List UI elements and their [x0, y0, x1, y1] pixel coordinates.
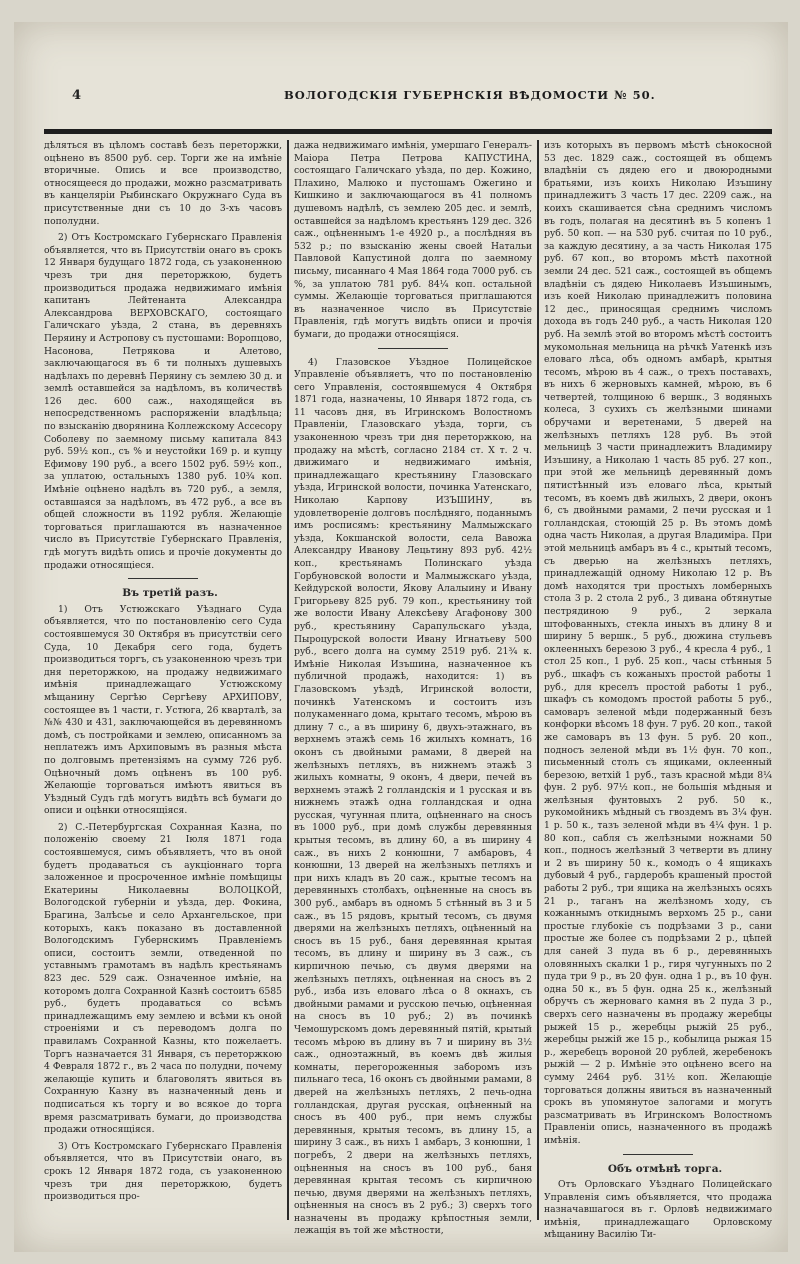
paragraph: 2) С.-Петербургская Сохранная Казна, по положенію своему 21 Іюля 1871 года состоявшемуся, симъ объявляетъ, что въ оной будетъ продаваться съ аукціоннаго торга заложенное и просроченное имѣніе помѣщицы Екатерины Николаевны ВОЛОЦКОЙ, Вологодской губерніи и уѣзда, дер. Фокина, Брагина, Залѣсье и село Архангельское, при которыхъ, какъ показано въ доставленной Вологодскимъ Губернскимъ Правленіемъ описи, состоитъ земли, отведенной по уставнымъ грамотамъ въ надѣлъ крестьянамъ 823 дес. 529 саж. Означенное имѣніе, на которомъ долга Сохранной Казнѣ состоитъ 6585 руб., будетъ продаваться со всѣмъ принадлежащимъ ему землею и всѣми къ оной строеніями и съ переводомъ долга по правиламъ Сохранной Казны, кто пожелаетъ. Торгъ назначается 31 Января, съ переторжкою 4 Февраля 1872 г., въ 2 часа по полудни, почему желающіе купить и благоволятъ явиться въ Сохранную Казну въ назначенный день и подписаться къ торгу и во всякое до торга время разсматривать бумаги, до производства продажи относящіяся. — [44, 821, 282, 1136]
column-3 — [544, 140, 772, 1241]
paragraph: изъ которыхъ въ первомъ мѣстѣ сѣнокосной 53 дес. 1829 саж., состоящей въ общемъ владѣніи съ дядею его и двоюродными братьями, изъ коихъ Николаю Изъшину принадлежитъ 3 часть 17 дес. 2209 саж., на коихъ скашивается сѣна среднимъ числомъ въ годъ, полагая на десятинѣ въ 5 копенъ 1 руб. 50 коп. — на 530 руб. считая по 10 руб., за каждую десятину, а за часть Николая 175 руб. 67 коп., во второмъ мѣстѣ пахотной земли 24 дес. 521 саж., состоящей въ общемъ владѣніи съ дядею Николаевъ Изъшинымъ, изъ коей Николаю принадлежитъ половина 12 дес., приносящая среднимъ числомъ дохода въ годъ 240 руб., а часть Николая 120 руб. На землѣ этой во второмъ мѣстѣ состоитъ мукомольная мельница на рѣчкѣ Уатенкѣ изъ еловаго лѣса, объ одномъ амбарѣ, крытыя тесомъ, мѣрою въ 4 саж., о трехъ поставахъ, въ нихъ 6 жерновыхъ камней, мѣрою, въ 6 четвертей, толщиною 6 вершк., 3 водяныхъ колеса, 3 сухихъ съ желѣзными шинами обручами и веретенами, 5 дверей на желѣзныхъ петляхъ 128 руб. Въ этой мельницѣ 3 части принадлежитъ Владимиру Изъшину, а Николаю 1 часть 85 руб. 27 коп., при этой же мельницѣ деревянный домъ пятистѣнный изъ еловаго лѣса, крытый тесомъ, въ коемъ двѣ жилыхъ, 2 двери, оконъ 6, съ двойными рамами, 2 печи русская и 1 голландская, стоющій 25 р. Въ этомъ домѣ одна часть Николая, а другая Владиміра. При этой мельницѣ амбаръ въ 4 с., крытый тесомъ, съ дверью на желѣзныхъ петляхъ, принадлежащій одному Николаю 12 р. Въ домѣ находятся три простыхъ ломберныхъ стола 3 р. 2 стола 2 руб., 3 дивана обтянутые пестрядиною 9 руб., 2 зеркала штофованныхъ, стекла иныхъ въ длину 8 и ширину 5 вершк., 5 руб., дюжина стульевъ оклеенныхъ березою 3 руб., 4 кресла 4 руб., 1 стол 25 коп., 1 руб. 25 коп., часы стѣнныя 5 руб., шкафъ съ кожаныхъ простой работы 1 руб., для креселъ простой работы 1 руб., шкафъ съ комодомъ простой работы 5 руб., самоваръ зеленой мѣди подержанный безъ конфорки вѣсомъ 18 фун. 7 руб. 20 коп., такой же самоваръ въ 13 фун. 5 руб. 20 коп., подносъ зеленой мѣди въ 1½ фун. 70 коп., письменный столъ съ ящиками, оклеенный березою, ветхій 1 руб., тазъ красной мѣди 8¼ фун. 2 руб. 97½ коп., не большія мѣдныя и желѣзныя фунтовыхъ 2 руб. 50 к., рукомойникъ мѣдный съ гвоздемъ въ 3¼ фун. 1 р. 50 к., тазъ зеленой мѣди въ 4¼ фун. 1 р. 80 коп., сабля съ желѣзными ножнами 50 коп., подносъ желѣзный 3 четверти въ длину и 2 въ ширину 50 к., комодъ о 4 ящикахъ дубовый 4 руб., гардеробъ крашеный простой работы 2 руб., три ящика на желѣзныхъ осяхъ 21 р., таганъ на желѣзномъ ходу, съ кожаннымъ откиднымъ верхомъ 25 р., сани простые глубокіе съ подрѣзами 3 р., сани простые же более съ подрѣзами 2 р., цѣпей для саней 3 пуда въ 6 р., деревянныхъ оловянныхъ скалки 1 р., гиря чугунныхъ по 2 пуда три 9 р., въ 20 фун. одна 1 р., въ 10 фун. одна 50 к., въ 5 фун. одна 25 к., желѣзный обручъ съ жерноваго камня въ 2 пуда 3 р., сверхъ сего назначены въ продажу жеребцы рыжей 15 р., жеребцы рыжій 25 руб., жеребцы рыжій же 15 р., кобылица рыжая 15 р., жеребецъ вороной 20 рублей, жеребенокъ рыжій — 2 р. Имѣніе это оцѣнено всего на сумму 2464 руб. 31½ коп. Желающіе торговаться должны явиться въ назначенный срокъ въ упомянутое залогами и могутъ разсматривать въ Игринскомъ Волостномъ Правленіи опись, назначенного въ продажѣ имѣнія. — [544, 140, 772, 1146]
newspaper-page — [14, 22, 788, 1252]
page-header — [14, 80, 788, 120]
section-divider — [623, 1154, 693, 1155]
paragraph: дѣляться въ цѣломъ составѣ безъ переторжки, оцѣнено въ 8500 руб. сер. Торги же на имѣніе вторичные. Опись и все производство, относящееся до продажи, можно разсматривать въ канцеляріи Рыбинскаго Окружнаго Суда въ присутственные дни съ 10 до 3-хъ часовъ пополудни. — [44, 140, 282, 227]
paragraph: 2) Отъ Костромскаго Губернскаго Правленія объявляется, что въ Присутствіи онаго въ срокъ 12 Января будущаго 1872 года, съ узаконенною чрезъ три дня переторжкою, будетъ производиться продажа недвижимаго имѣнія капитанъ Лейтенанта Александра Александрова ВЕРХОВСКАГО, состоящаго Галичскаго уѣзда, 2 стана, въ деревняхъ Перяину и Астропову съ пустошами: Воропцово, Насонова, Петрякова и Алетово, заключающагося въ 6 ти полныхъ душевыхъ надѣлахъ по деревнѣ Перяину съ землею 30 д. и землѣ оставшейся за надѣломъ, въ количествѣ 126 дес. 600 саж., находящейся въ непосредственномъ распоряженіи владѣльца; по взысканію дворянина Коллежскому Ассесору Соболеву по заемному письму капитала 843 руб. 59½ коп., съ % и неустойки 169 р. и купцу Ефимову 190 руб., а всего 1502 руб. 59½ коп., за уплатою, остальныхъ 1380 руб. 10¾ коп. Имѣніе оцѣнено надѣлъ въ 720 руб., а земля, оставшаяся за надѣломъ, въ 472 руб., а все въ общей сложности въ 1192 рубля. Желающіе торговаться приглашаются въ назначенное число въ Присутствіе Губернскаго Правленія, гдѣ могутъ видѣть опись и прочіе документы до продажи относящіеся. — [44, 232, 282, 571]
section-divider — [378, 348, 448, 349]
section-divider — [128, 578, 198, 579]
paragraph: 4) Глазовское Уѣздное Полицейское Управленіе объявляетъ, что по постановленію сего Управленія, состоявшемуся 4 Октября 1871 года, назначены, 10 Января 1872 года, съ 11 часовъ дня, въ Игринскомъ Волостномъ Правленіи, Глазовскаго уѣзда, торги, съ узаконенною чрезъ три дня переторжкою, на продажу на мѣстѣ, согласно 2184 ст. X т. 2 ч. движимаго и недвижимаго имѣнія, принадлежащаго крестьянину Глазовскаго уѣзда, Игринской волости, починка Уатенскаго, Николаю Карпову ИЗЪШИНУ, въ удовлетвореніе долговъ послѣдняго, поданнымъ имъ росписямъ: крестьянину Малмыжскаго уѣзда, Кокшанской волости, села Вавожа Александру Иванову Лецьтину 893 руб. 42½ коп., крестьянамъ Полинскаго уѣзда Горбуновской волости и Малмыжскаго уѣзда, Кейдурской волости, Якову Алалыину и Ивану Григорьеву 825 руб. 79 коп., крестьянину той же волости Ивану Алексѣеву Агафонову 300 руб., крестьянину Сарапульскаго уѣзда, Пыроцурской волости Ивану Игнатьеву 500 руб., всего долга на сумму 2519 руб. 21¾ к. Имѣніе Николая Изъшина, назначенное къ публичной продажѣ, находится: 1) въ Глазовскомъ уѣздѣ, Игринской волости, починкѣ Уатенскомъ и состоитъ изъ полукаменнаго дома, крытаго тесомъ, мѣрою въ длину 7 с., а въ ширину 6, двухъ-этажнаго, въ верхнемъ этажѣ семь 16 жилыхъ комнатъ, 16 оконъ съ двойными рамами, 8 дверей на желѣзныхъ петляхъ, въ нижнемъ этажѣ 3 жилыхъ комнаты, 9 оконъ, 4 двери, печей въ верхнемъ этажѣ 2 голландскія и 1 русская и въ нижнемъ этажѣ одна голландская и одна русская, чугунная плита, оцѣненнаго на сносъ въ 1000 руб., при домѣ службы деревянныя крытыя тесомъ, въ длину 60, а въ ширину 4 саж., въ нихъ 2 конюшни, 7 амбаровъ, 4 конюшни, 13 дверей на желѣзныхъ петляхъ и при нихъ кладъ въ 20 саж., крытые тесомъ на деревянныхъ столбахъ, оцѣненные на сносъ въ 300 руб., амбаръ въ одномъ 5 стѣнный въ 3 и 5 саж., въ 15 рядовъ, крытый тесомъ, съ двумя дверями на желѣзныхъ петляхъ, оцѣненный на сносъ въ 15 руб., баня деревянная крытая тесомъ, въ длину и ширину въ 3 саж., съ кирпичною печью, съ двумя дверями на желѣзныхъ петляхъ, оцѣненная на сносъ въ 2 руб., изба изъ еловаго лѣса о 8 окнахъ, съ двойными рамами и русскою печью, оцѣненная на сносъ въ 10 руб.; 2) въ починкѣ Чемошурскомъ домъ деревянный пятій, крытый тесомъ мѣрою въ длину въ 7 и ширину въ 3½ саж., одноэтажный, въ коемъ двѣ жилыя комнаты, перегороженныя заборомъ изъ пильнаго теса, 16 оконъ съ двойными рамами, 8 дверей на желѣзныхъ петляхъ, 2 печь-одна голландская, другая русская, оцѣненный на сносъ въ 400 руб., при немъ службы деревянныя, крытыя тесомъ, въ длину 15, а ширину 3 саж., въ нихъ 1 амбаръ, 3 конюшни, 1 погребъ, 2 двери на желѣзныхъ петляхъ, оцѣненныя на сносъ въ 100 руб., баня деревянная крытая тесомъ съ кирпичною печью, двумя дверями на желѣзныхъ петляхъ, оцѣненныя на сносъ въ 2 руб.; 3) сверхъ того назначены въ продажу крѣпостныя земли, лежащія въ той же мѣстности, — [294, 356, 532, 1237]
paragraph: 3) Отъ Костромскаго Губернскаго Правленія объявляется, что въ Присутствіи онаго, въ срокъ 12 Января 1872 года, съ узаконенною чрезъ три дня переторжкою, будетъ производиться про- — [44, 1140, 282, 1203]
header-rule — [44, 129, 772, 134]
column-divider — [537, 140, 539, 1220]
section-heading: Въ третій разъ. — [122, 587, 218, 600]
column-divider — [287, 140, 289, 1220]
journal-title: ВОЛОГОДСКІЯ ГУБЕРНСКІЯ ВѢДОМОСТИ № 50. — [284, 88, 656, 102]
paragraph: 1) Отъ Устюжскаго Уѣзднаго Суда объявляется, что по постановленію сего Суда состоявшемуся 30 Октября въ присутствіи сего Суда, 10 Декабря сего года, будетъ производиться торгъ, съ узаконенною чрезъ три дня переторжкою, на продажу недвижимаго имѣнія принадлежащаго Устюжскому мѣщанину Сергѣю Сергѣеву АРХИПОВУ, состоящее въ 1 части, г. Устюга, 26 кварталѣ, за №№ 430 и 431, заключающейся въ деревянномъ домѣ, съ постройками и землею, описанномъ за неплатежъ имъ Архиповымъ въ разныя мѣста по долговымъ претензіямъ на сумму 726 руб. Оцѣночный домъ оцѣненъ въ 100 руб. Желающіе торговаться имѣютъ явиться въ Уѣздный Судъ гдѣ могутъ видѣть всѣ бумаги до описи и оцѣнки относящіяся. — [44, 603, 282, 817]
page-number: 4 — [72, 88, 82, 103]
column-2 — [294, 140, 532, 1237]
column-1 — [44, 140, 282, 1220]
paragraph: дажа недвижимаго имѣнія, умершаго Генералъ-Маіора Петра Петрова КАПУСТИНА, состоящаго Галичскаго уѣзда, по дер. Кожино, Плахино, Малюко и пустошамъ Ожегино и Кишкино и заключающагося въ 41 полномъ душевомъ надѣлѣ, съ землею 205 дес. и землѣ, оставшейся за надѣломъ крестьянъ 129 дес. 326 саж., оцѣненнымъ 1-е 4920 р., а послѣдняя въ 532 р.; по взысканію жены своей Натальи Павловой Капустиной долга по заемному письму, писаннаго 4 Мая 1864 года 7000 руб. съ %, за уплатою 781 руб. 84¼ коп. остальной суммы. Желающіе торговаться приглашаются въ назначенное число въ Присутствіе Правленія, гдѣ могутъ видѣть описи и прочія бумаги, до продажи относящіяся. — [294, 140, 532, 340]
paragraph: Отъ Орловскаго Уѣзднаго Полицейскаго Управленія симъ объявляется, что продажа назначавшагося въ г. Орловѣ недвижимаго имѣнія, принадлежащаго Орловскому мѣщанину Василію Ти- — [544, 1179, 772, 1241]
section-heading: Объ отмѣнѣ торга. — [607, 1162, 723, 1175]
